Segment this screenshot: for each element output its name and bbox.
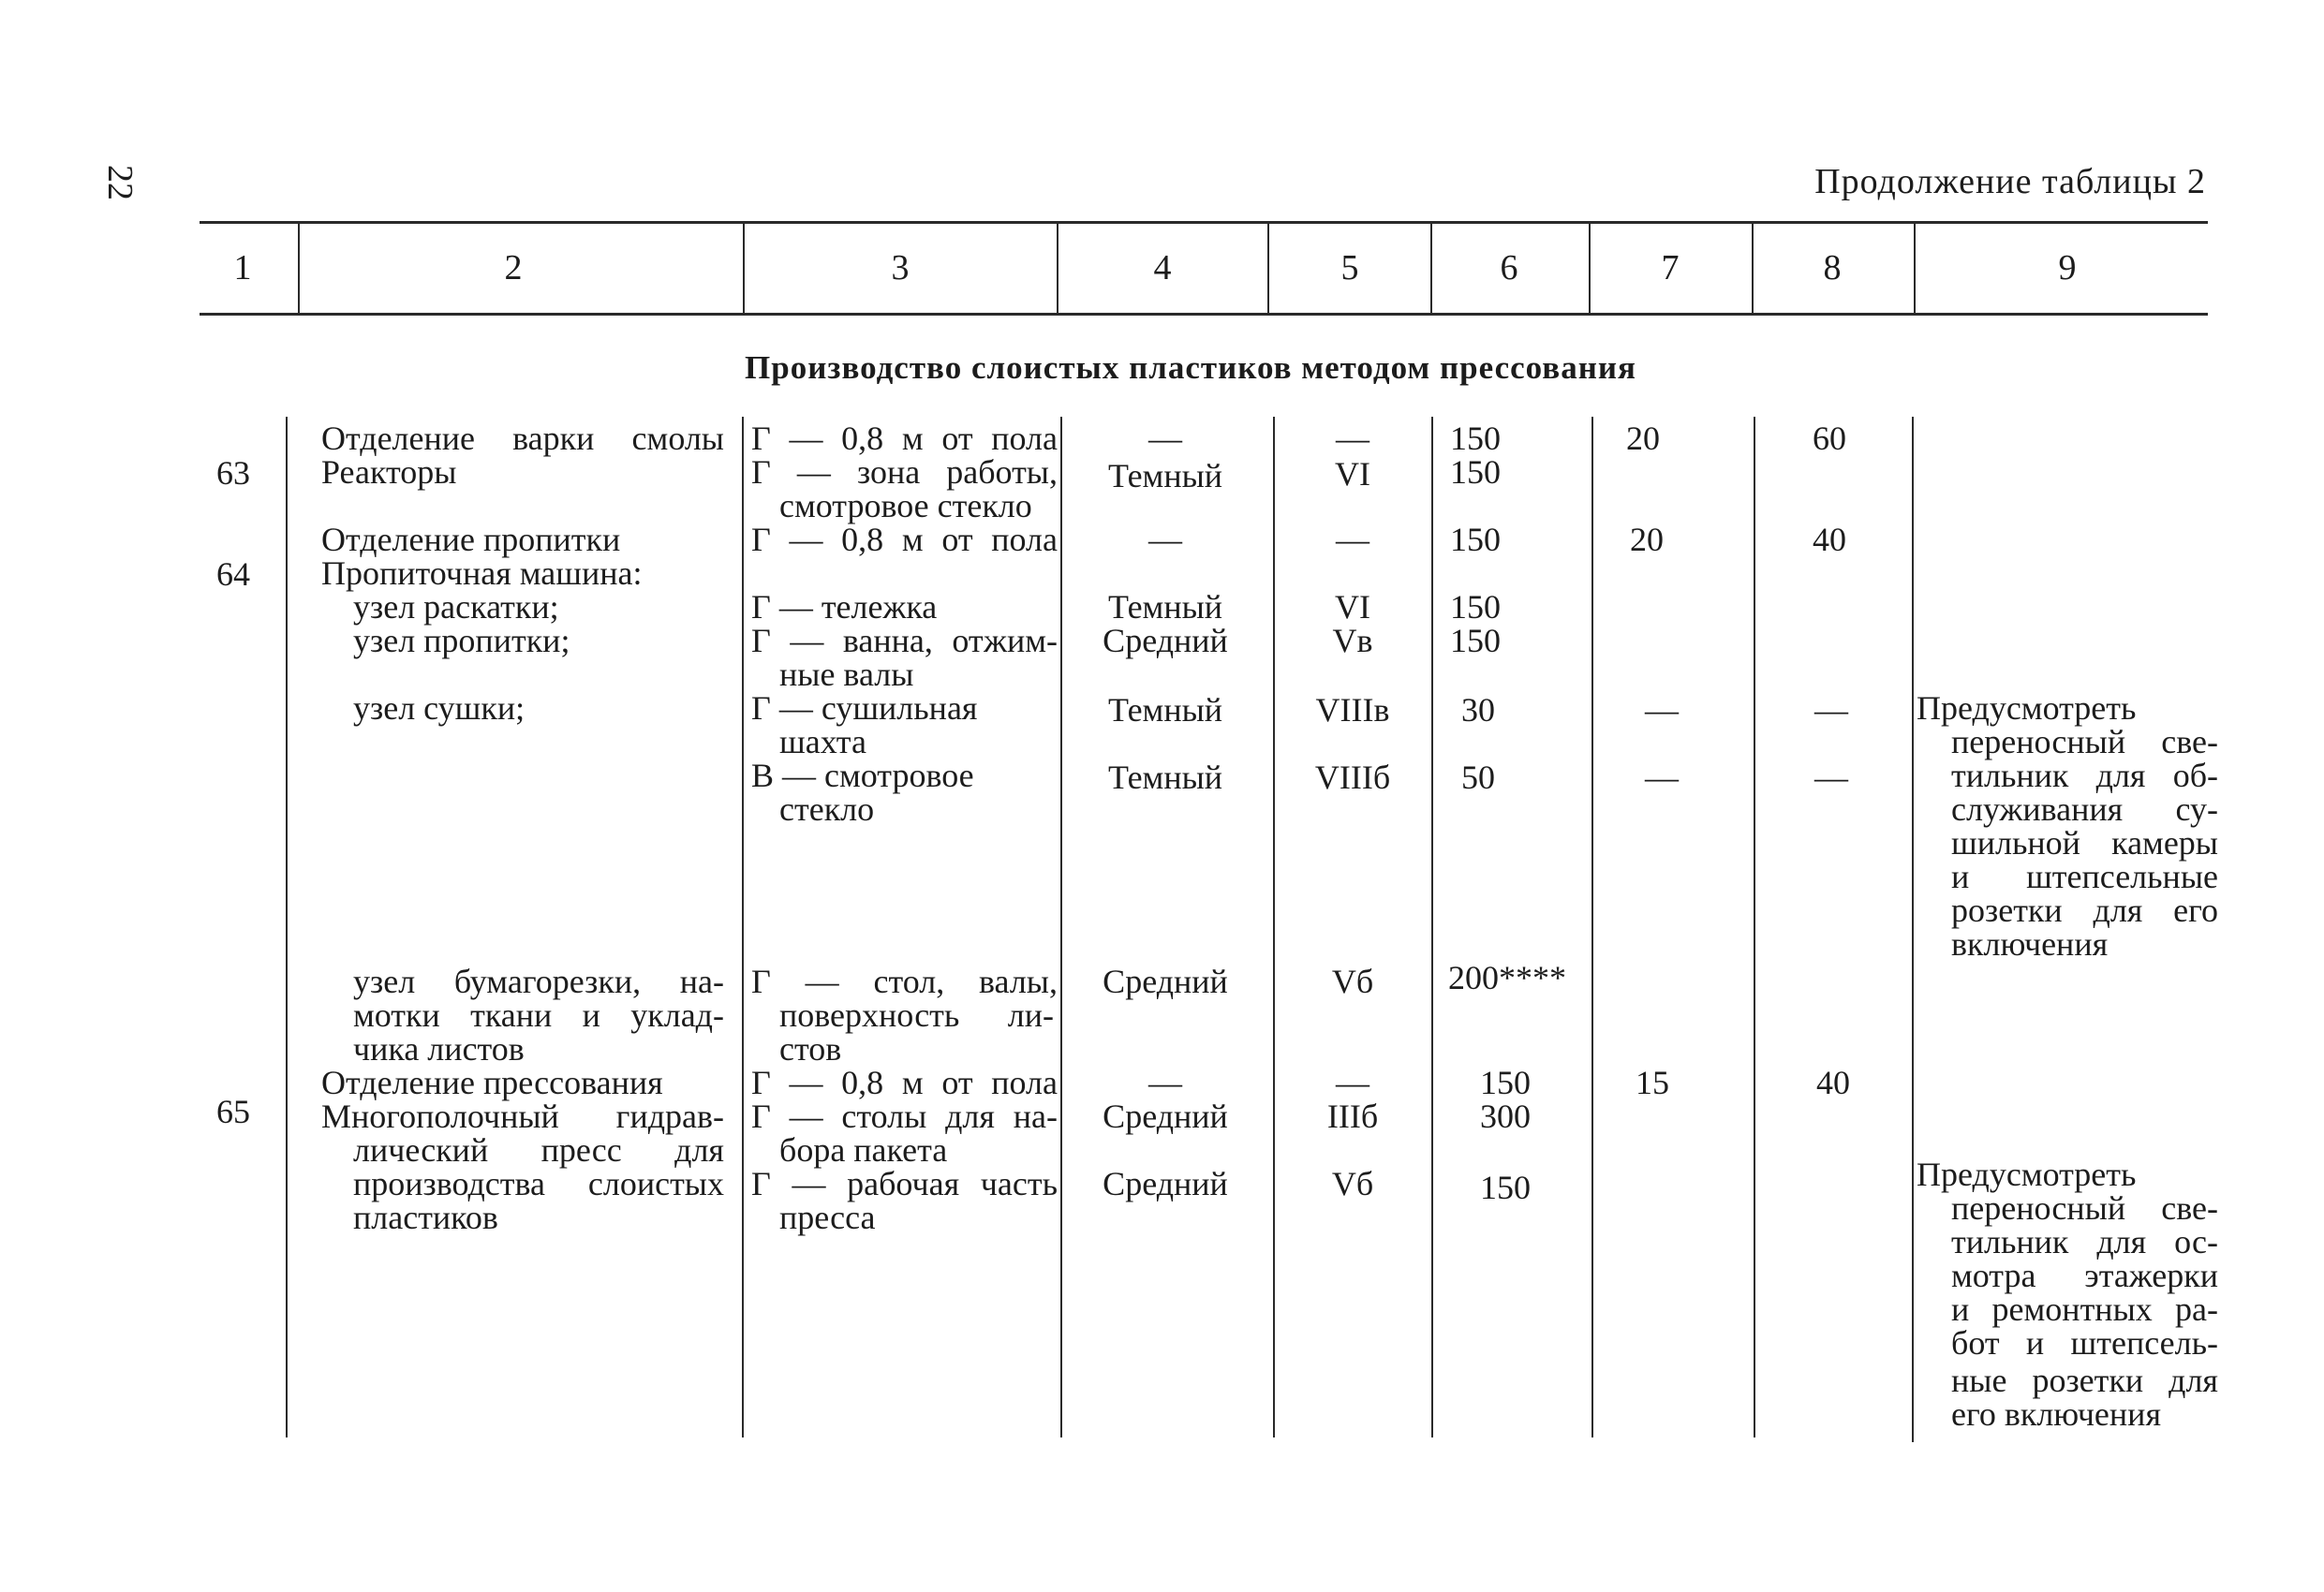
cell-room: узел бумагорезки, на- (353, 963, 724, 1000)
body-divider (742, 417, 744, 1437)
column-header: 1 (233, 248, 252, 287)
cell-surface: Г — тележка (751, 588, 938, 626)
cell-col7: 15 (1636, 1064, 1669, 1101)
cell-surface: Г — стол, валы, (751, 963, 1058, 1000)
cell-room: чика листов (353, 1030, 525, 1068)
cell-note: и ремонтных ра- (1951, 1290, 2218, 1328)
body-divider (1912, 417, 1914, 1442)
column-header: 9 (2058, 248, 2077, 287)
body-divider (1754, 417, 1755, 1437)
cell-illuminance: 150 (1450, 588, 1501, 626)
cell-background: — (1148, 1064, 1182, 1101)
column-header: 4 (1153, 248, 1172, 287)
cell-illuminance: 50 (1461, 759, 1495, 796)
cell-note: его включения (1951, 1395, 2161, 1433)
cell-col8: — (1814, 691, 1848, 729)
cell-illuminance: 150 (1450, 453, 1501, 491)
cell-room: Отделение варки смолы (321, 420, 724, 457)
cell-surface: поверхность ли- (779, 996, 1054, 1034)
cell-col8: 60 (1813, 420, 1846, 457)
cell-surface: Г — 0,8 м от пола (751, 420, 1058, 457)
cell-room: Пропиточная машина: (321, 554, 643, 592)
cell-surface: стекло (779, 790, 875, 828)
row-number: 64 (216, 555, 250, 593)
cell-background: Средний (1103, 1098, 1228, 1135)
cell-room: Отделение прессования (321, 1064, 663, 1101)
table-top-rule (200, 221, 2208, 224)
cell-surface: В — смотровое (751, 757, 974, 794)
cell-background: — (1148, 420, 1182, 457)
cell-category: — (1336, 521, 1369, 558)
column-header: 7 (1661, 248, 1680, 287)
cell-surface: бора пакета (779, 1131, 948, 1169)
header-divider (1589, 223, 1591, 313)
cell-category: Vв (1332, 622, 1373, 659)
cell-category: Vб (1331, 963, 1374, 1000)
cell-surface: ные валы (779, 656, 914, 693)
body-divider (1060, 417, 1062, 1437)
cell-note: служивания су- (1951, 790, 2218, 828)
cell-surface: Г — сушильная (751, 689, 978, 727)
cell-note: Предусмотреть (1917, 689, 2137, 727)
header-divider (1057, 223, 1058, 313)
cell-note: ные розетки для (1951, 1362, 2218, 1399)
cell-note: тильник для об- (1951, 757, 2218, 794)
header-divider (1430, 223, 1432, 313)
row-number: 63 (216, 454, 250, 492)
header-divider (1752, 223, 1754, 313)
header-divider (298, 223, 300, 313)
cell-illuminance: 150 (1450, 521, 1501, 558)
column-header: 6 (1500, 248, 1518, 287)
cell-surface: Г — рабочая часть (751, 1165, 1058, 1202)
cell-room: Реакторы (321, 453, 457, 491)
cell-col8: 40 (1813, 521, 1846, 558)
cell-room: узел пропитки; (353, 622, 570, 659)
page-number: 22 (100, 165, 140, 200)
cell-note: Предусмотреть (1917, 1156, 2137, 1193)
cell-col7: 20 (1630, 521, 1664, 558)
cell-background: Средний (1103, 963, 1228, 1000)
cell-background: Средний (1103, 1165, 1228, 1202)
cell-room: узел раскатки; (353, 588, 559, 626)
cell-category: IIIб (1326, 1098, 1379, 1135)
body-divider (1273, 417, 1275, 1437)
cell-category: VIIIб (1314, 759, 1391, 796)
cell-surface: Г — 0,8 м от пола (751, 1064, 1058, 1101)
column-header: 5 (1340, 248, 1359, 287)
cell-surface: пресса (779, 1199, 876, 1236)
cell-illuminance: 150 (1450, 420, 1501, 457)
cell-surface: Г — зона работы, (751, 453, 1058, 491)
header-divider (743, 223, 745, 313)
column-header: 3 (891, 248, 910, 287)
cell-surface: шахта (779, 723, 866, 760)
table-header-bottom-rule (200, 313, 2208, 316)
cell-note: тильник для ос- (1951, 1223, 2218, 1260)
header-divider (1914, 223, 1916, 313)
cell-category: VI (1335, 588, 1370, 626)
table-continuation-caption: Продолжение таблицы 2 (1814, 162, 2206, 201)
cell-room: мотки ткани и уклад- (353, 996, 724, 1034)
cell-illuminance: 200**** (1448, 959, 1566, 996)
cell-category: Vб (1331, 1165, 1374, 1202)
cell-room: пластиков (353, 1199, 498, 1236)
cell-col7: — (1645, 759, 1679, 796)
cell-background: Средний (1103, 622, 1228, 659)
cell-room: Многополочный гидрав- (321, 1098, 724, 1135)
cell-category: — (1336, 1064, 1369, 1101)
body-divider (286, 417, 288, 1437)
cell-note: переносный све- (1951, 723, 2218, 760)
cell-surface: Г — ванна, отжим- (751, 622, 1058, 659)
row-number: 65 (216, 1093, 250, 1130)
cell-room: лический пресс для (353, 1131, 724, 1169)
cell-note: розетки для его (1951, 892, 2218, 929)
cell-category: VI (1335, 455, 1370, 493)
header-divider (1267, 223, 1269, 313)
cell-background: Темный (1107, 588, 1223, 626)
cell-note: шильной камеры (1951, 824, 2218, 862)
cell-room: производства слоистых (353, 1165, 724, 1202)
cell-note: и штепсельные (1951, 858, 2218, 895)
cell-illuminance: 150 (1480, 1064, 1531, 1101)
cell-background: Темный (1107, 691, 1223, 729)
cell-illuminance: 30 (1461, 691, 1495, 729)
cell-surface: смотровое стекло (779, 487, 1032, 524)
cell-room: узел сушки; (353, 689, 525, 727)
cell-note: бот и штепсель- (1951, 1324, 2218, 1362)
body-divider (1591, 417, 1593, 1437)
cell-note: включения (1951, 925, 2109, 963)
cell-background: Темный (1107, 759, 1223, 796)
cell-col7: 20 (1626, 420, 1660, 457)
cell-background: — (1148, 521, 1182, 558)
cell-col8: 40 (1816, 1064, 1850, 1101)
cell-illuminance: 150 (1450, 622, 1501, 659)
cell-category: VIIIв (1315, 691, 1390, 729)
cell-category: — (1336, 420, 1369, 457)
cell-col7: — (1645, 691, 1679, 729)
body-divider (1431, 417, 1433, 1437)
section-title: Производство слоистых пластиков методом прессования (745, 349, 1636, 386)
cell-note: переносный све- (1951, 1189, 2218, 1227)
cell-surface: стов (779, 1030, 842, 1068)
cell-illuminance: 150 (1480, 1169, 1531, 1206)
cell-surface: Г — столы для на- (751, 1098, 1058, 1135)
cell-col8: — (1814, 759, 1848, 796)
cell-illuminance: 300 (1480, 1098, 1531, 1135)
cell-background: Темный (1107, 457, 1223, 494)
column-header: 2 (504, 248, 523, 287)
cell-room: Отделение пропитки (321, 521, 621, 558)
column-header: 8 (1823, 248, 1842, 287)
cell-surface: Г — 0,8 м от пола (751, 521, 1058, 558)
cell-note: мотра этажерки (1951, 1257, 2218, 1294)
